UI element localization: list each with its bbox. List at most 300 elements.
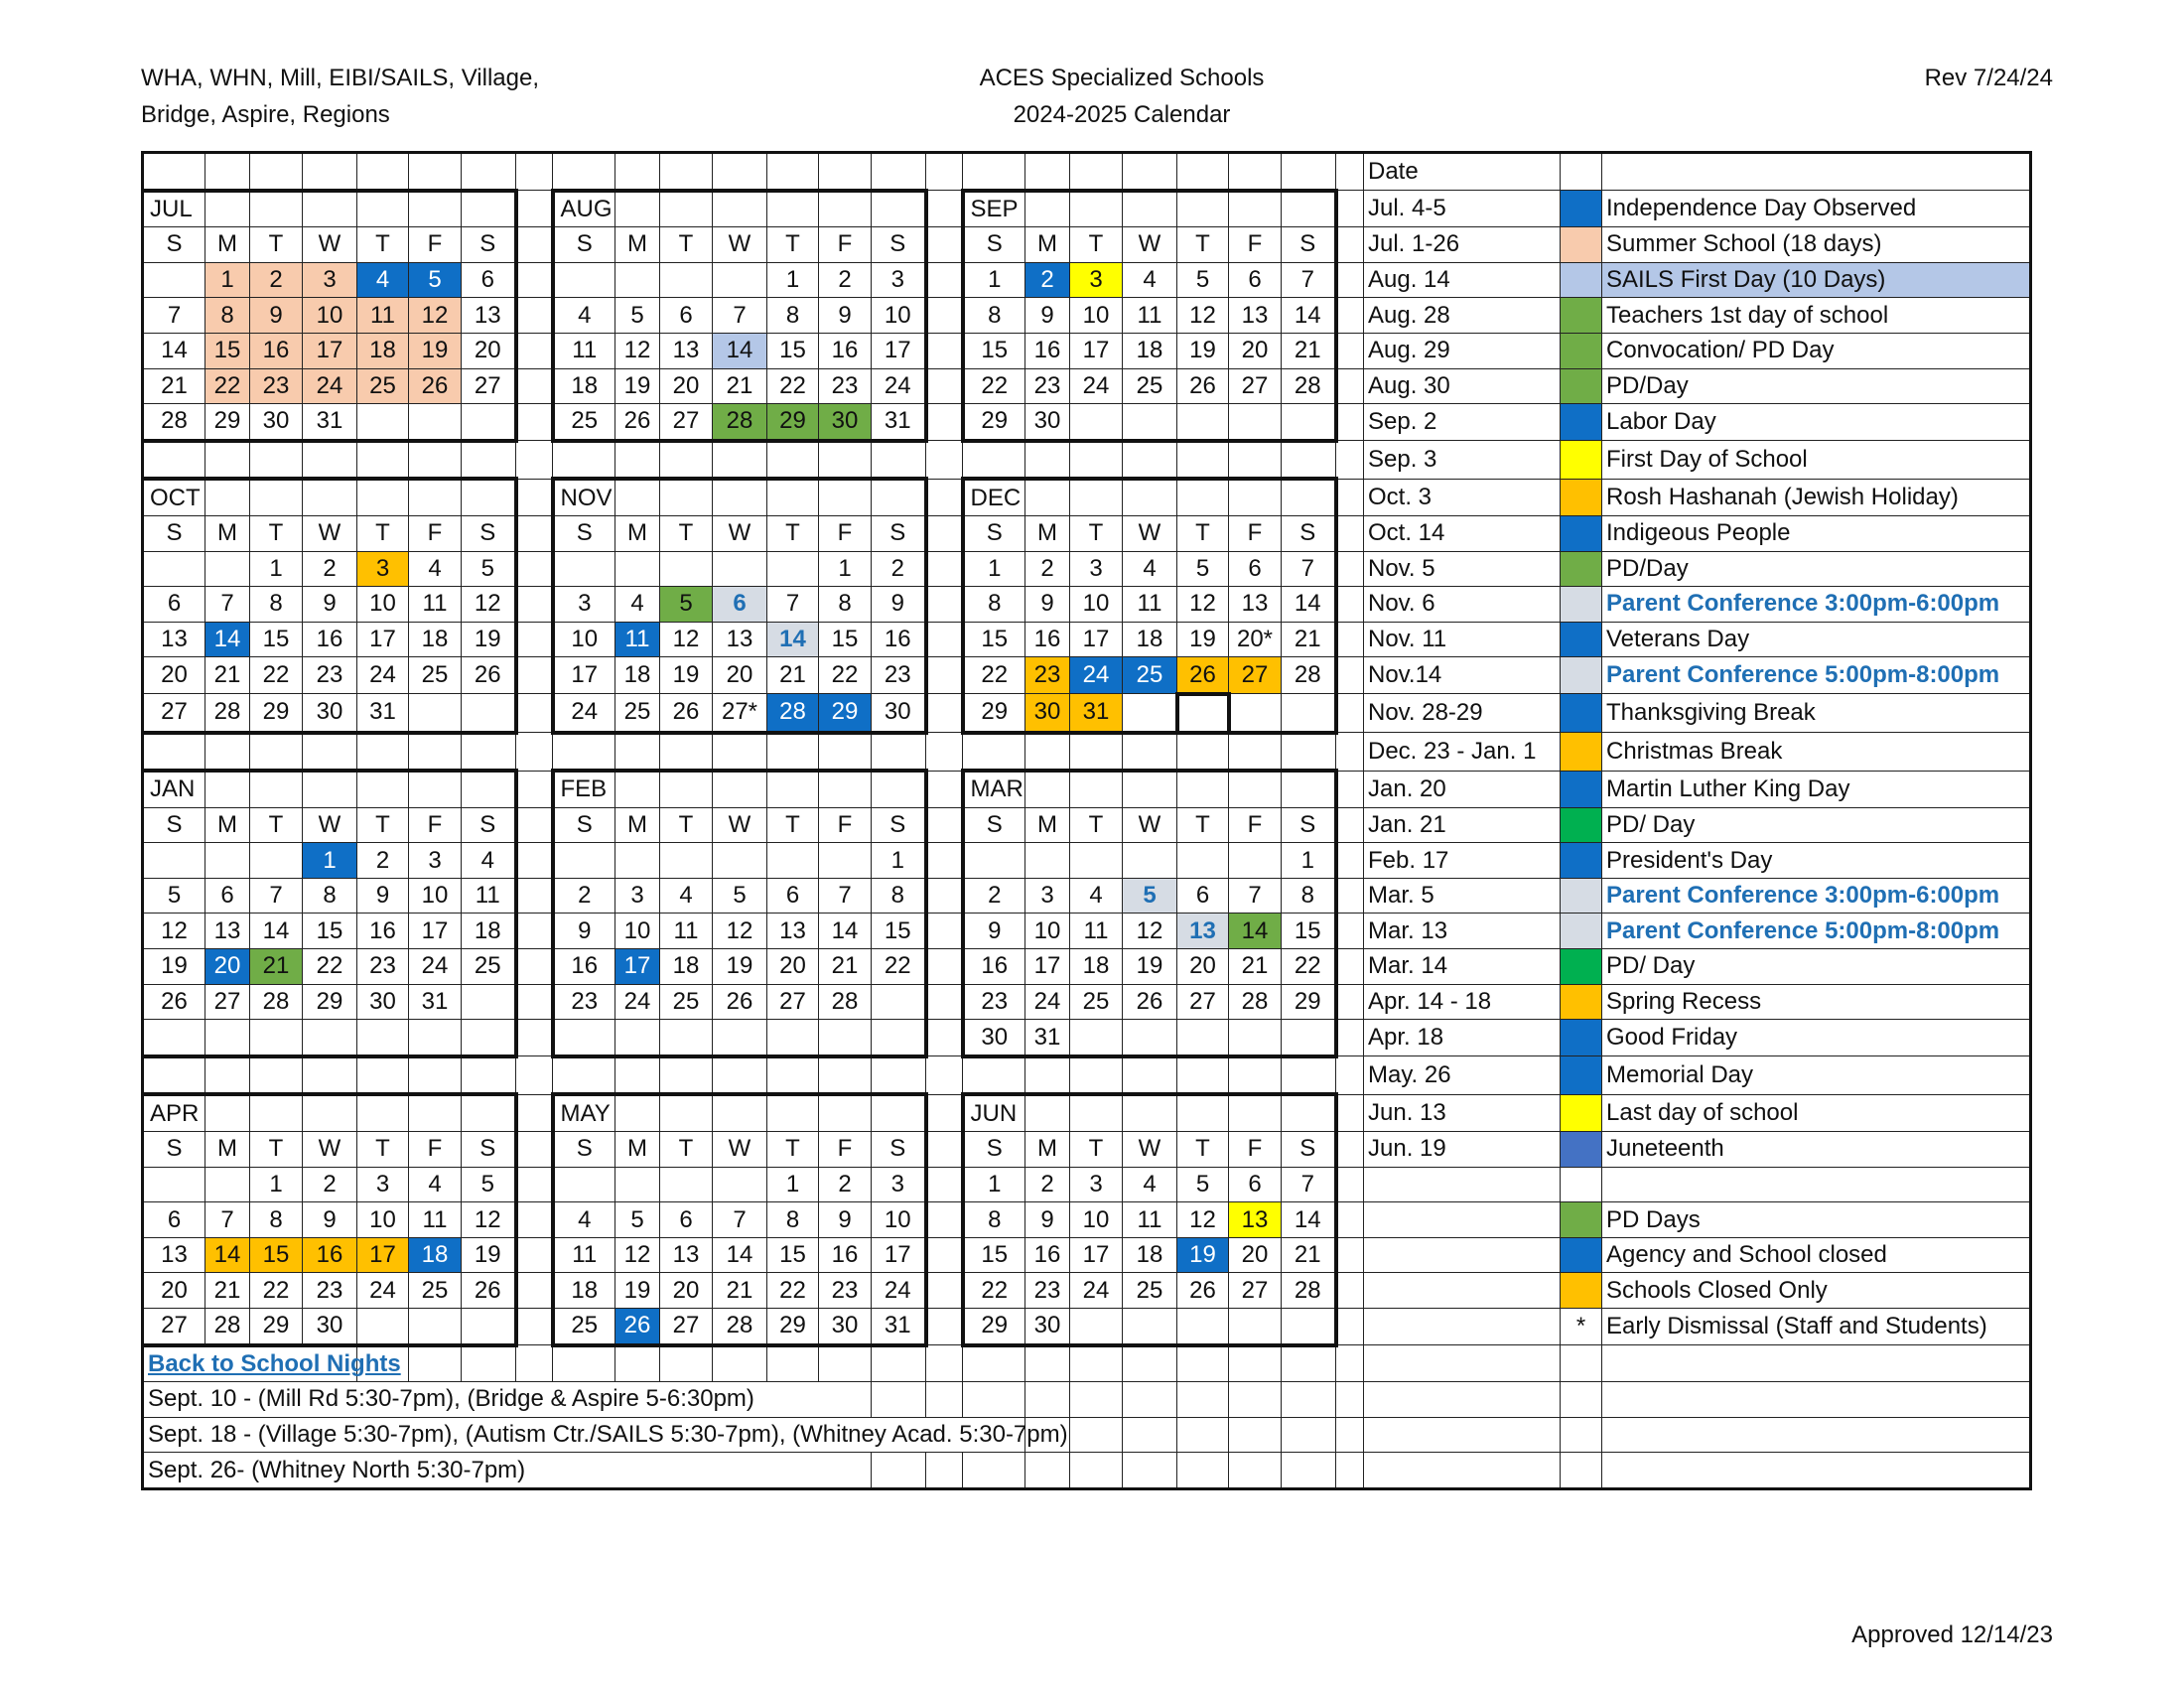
day-cell[interactable]: 28 (205, 1309, 250, 1345)
day-cell[interactable]: 8 (767, 298, 819, 334)
day-cell[interactable]: 3 (1025, 878, 1070, 914)
day-cell[interactable]: 12 (409, 298, 462, 334)
day-cell[interactable]: 23 (1025, 368, 1070, 404)
day-cell[interactable]: 28 (1229, 984, 1282, 1020)
day-cell[interactable]: 4 (409, 1167, 462, 1202)
day-cell[interactable]: 10 (872, 298, 926, 334)
day-cell[interactable]: 17 (872, 1237, 926, 1273)
day-cell[interactable]: 18 (1123, 622, 1177, 657)
day-cell[interactable]: 11 (357, 298, 409, 334)
day-cell[interactable]: 5 (1177, 1167, 1229, 1202)
day-cell[interactable]: 1 (205, 262, 250, 298)
day-cell[interactable]: 31 (303, 404, 357, 441)
day-cell[interactable]: 15 (1282, 914, 1336, 949)
day-cell[interactable]: 3 (357, 1167, 409, 1202)
day-cell[interactable]: 10 (1025, 914, 1070, 949)
day-cell[interactable]: 22 (963, 368, 1025, 404)
day-cell[interactable]: 6 (1229, 1167, 1282, 1202)
day-cell[interactable]: 11 (1123, 587, 1177, 623)
day-cell[interactable]: 19 (143, 949, 205, 985)
day-cell[interactable]: 22 (819, 657, 872, 694)
day-cell[interactable]: 22 (767, 368, 819, 404)
day-cell[interactable]: 28 (819, 984, 872, 1020)
day-cell[interactable]: 7 (205, 587, 250, 623)
day-cell[interactable]: 29 (250, 694, 303, 733)
day-cell[interactable]: 20 (143, 1273, 205, 1309)
day-cell[interactable]: 30 (357, 984, 409, 1020)
day-cell[interactable]: 4 (1123, 262, 1177, 298)
day-cell[interactable]: 21 (1229, 949, 1282, 985)
day-cell[interactable]: 17 (357, 1237, 409, 1273)
day-cell[interactable]: 10 (553, 622, 615, 657)
day-cell[interactable]: 4 (462, 843, 516, 879)
day-cell[interactable]: 3 (357, 551, 409, 587)
day-cell[interactable]: 14 (250, 914, 303, 949)
day-cell[interactable]: 16 (963, 949, 1025, 985)
day-cell[interactable]: 9 (1025, 298, 1070, 334)
day-cell[interactable]: 22 (250, 1273, 303, 1309)
day-cell[interactable]: 4 (1123, 1167, 1177, 1202)
day-cell[interactable]: 18 (409, 622, 462, 657)
day-cell[interactable]: 2 (250, 262, 303, 298)
day-cell[interactable]: 20 (713, 657, 767, 694)
day-cell[interactable]: 8 (303, 878, 357, 914)
day-cell[interactable]: 22 (767, 1273, 819, 1309)
day-cell[interactable]: 27 (143, 1309, 205, 1345)
day-cell[interactable]: 6 (143, 587, 205, 623)
day-cell[interactable]: 30 (1025, 404, 1070, 441)
day-cell[interactable]: 16 (250, 333, 303, 368)
day-cell[interactable]: 5 (660, 587, 713, 623)
day-cell[interactable]: 23 (819, 368, 872, 404)
day-cell[interactable]: 17 (872, 333, 926, 368)
day-cell[interactable]: 17 (409, 914, 462, 949)
day-cell[interactable]: 5 (409, 262, 462, 298)
day-cell[interactable]: 29 (250, 1309, 303, 1345)
day-cell[interactable]: 14 (713, 333, 767, 368)
day-cell[interactable]: 28 (1282, 657, 1336, 694)
day-cell[interactable]: 25 (357, 368, 409, 404)
day-cell[interactable]: 7 (819, 878, 872, 914)
day-cell[interactable]: 6 (1229, 262, 1282, 298)
day-cell[interactable]: 28 (143, 404, 205, 441)
day-cell[interactable]: 11 (462, 878, 516, 914)
day-cell[interactable]: 23 (963, 984, 1025, 1020)
day-cell[interactable]: 21 (713, 368, 767, 404)
day-cell[interactable]: 24 (615, 984, 660, 1020)
day-cell[interactable]: 25 (409, 657, 462, 694)
day-cell[interactable]: 25 (1123, 1273, 1177, 1309)
day-cell[interactable]: 30 (1025, 694, 1070, 733)
day-cell[interactable]: 12 (1177, 587, 1229, 623)
day-cell[interactable]: 8 (963, 587, 1025, 623)
day-cell[interactable]: 3 (615, 878, 660, 914)
day-cell[interactable]: 5 (615, 1202, 660, 1238)
day-cell[interactable]: 6 (1229, 551, 1282, 587)
day-cell[interactable]: 3 (409, 843, 462, 879)
day-cell[interactable]: 27 (143, 694, 205, 733)
day-cell[interactable]: 23 (250, 368, 303, 404)
day-cell[interactable]: 13 (660, 333, 713, 368)
day-cell[interactable]: 21 (205, 1273, 250, 1309)
day-cell[interactable]: 23 (1025, 657, 1070, 694)
day-cell[interactable]: 24 (872, 1273, 926, 1309)
day-cell[interactable]: 28 (767, 694, 819, 733)
day-cell[interactable]: 16 (1025, 1237, 1070, 1273)
day-cell[interactable]: 28 (713, 404, 767, 441)
day-cell[interactable]: 19 (409, 333, 462, 368)
day-cell[interactable]: 12 (1177, 1202, 1229, 1238)
day-cell[interactable]: 31 (872, 1309, 926, 1345)
day-cell[interactable]: 24 (553, 694, 615, 733)
day-cell[interactable]: 19 (462, 622, 516, 657)
day-cell[interactable]: 11 (1123, 1202, 1177, 1238)
day-cell[interactable]: 2 (1025, 1167, 1070, 1202)
day-cell[interactable]: 31 (357, 694, 409, 733)
day-cell[interactable]: 2 (963, 878, 1025, 914)
day-cell[interactable]: 2 (819, 262, 872, 298)
day-cell[interactable]: 27 (1229, 368, 1282, 404)
day-cell[interactable]: 29 (303, 984, 357, 1020)
day-cell[interactable]: 26 (462, 1273, 516, 1309)
day-cell[interactable]: 20 (1229, 1237, 1282, 1273)
day-cell[interactable]: 4 (553, 1202, 615, 1238)
day-cell[interactable]: 15 (767, 333, 819, 368)
day-cell[interactable]: 27* (713, 694, 767, 733)
day-cell[interactable]: 1 (872, 843, 926, 879)
day-cell[interactable]: 12 (462, 587, 516, 623)
day-cell[interactable]: 14 (143, 333, 205, 368)
day-cell[interactable]: 1 (767, 1167, 819, 1202)
day-cell[interactable]: 8 (1282, 878, 1336, 914)
day-cell[interactable]: 26 (462, 657, 516, 694)
day-cell[interactable]: 10 (1070, 587, 1123, 623)
day-cell[interactable]: 12 (713, 914, 767, 949)
day-cell[interactable]: 9 (819, 298, 872, 334)
day-cell[interactable]: 20 (205, 949, 250, 985)
day-cell[interactable]: 22 (205, 368, 250, 404)
day-cell[interactable]: 8 (205, 298, 250, 334)
day-cell[interactable]: 7 (250, 878, 303, 914)
day-cell[interactable]: 9 (303, 1202, 357, 1238)
day-cell[interactable]: 9 (250, 298, 303, 334)
day-cell[interactable]: 25 (1070, 984, 1123, 1020)
day-cell[interactable]: 28 (713, 1309, 767, 1345)
day-cell[interactable]: 7 (713, 298, 767, 334)
day-cell[interactable]: 27 (660, 1309, 713, 1345)
day-cell[interactable]: 1 (767, 262, 819, 298)
day-cell[interactable]: 29 (767, 1309, 819, 1345)
day-cell[interactable]: 30 (250, 404, 303, 441)
day-cell[interactable]: 26 (713, 984, 767, 1020)
day-cell[interactable]: 23 (357, 949, 409, 985)
day-cell[interactable]: 25 (553, 1309, 615, 1345)
day-cell[interactable]: 8 (767, 1202, 819, 1238)
day-cell[interactable]: 24 (1070, 368, 1123, 404)
day-cell[interactable]: 31 (1070, 694, 1123, 733)
day-cell[interactable]: 19 (615, 368, 660, 404)
day-cell[interactable]: 28 (1282, 1273, 1336, 1309)
day-cell[interactable]: 3 (1070, 551, 1123, 587)
day-cell[interactable]: 5 (462, 551, 516, 587)
day-cell[interactable]: 14 (1229, 914, 1282, 949)
day-cell[interactable]: 10 (357, 587, 409, 623)
day-cell[interactable]: 9 (1025, 1202, 1070, 1238)
day-cell[interactable]: 8 (819, 587, 872, 623)
day-cell[interactable]: 27 (205, 984, 250, 1020)
day-cell[interactable]: 26 (1177, 657, 1229, 694)
day-cell[interactable]: 3 (303, 262, 357, 298)
day-cell[interactable]: 20* (1229, 622, 1282, 657)
day-cell[interactable]: 30 (303, 1309, 357, 1345)
day-cell[interactable]: 7 (713, 1202, 767, 1238)
day-cell[interactable]: 27 (767, 984, 819, 1020)
day-cell[interactable]: 23 (1025, 1273, 1070, 1309)
day-cell[interactable]: 15 (250, 1237, 303, 1273)
day-cell[interactable]: 13 (1229, 298, 1282, 334)
day-cell[interactable]: 12 (615, 1237, 660, 1273)
day-cell[interactable]: 4 (409, 551, 462, 587)
day-cell[interactable]: 1 (963, 1167, 1025, 1202)
day-cell[interactable]: 3 (872, 1167, 926, 1202)
day-cell[interactable]: 21 (250, 949, 303, 985)
day-cell[interactable]: 13 (660, 1237, 713, 1273)
day-cell[interactable]: 20 (143, 657, 205, 694)
day-cell[interactable]: 16 (357, 914, 409, 949)
day-cell[interactable]: 26 (660, 694, 713, 733)
day-cell[interactable]: 29 (819, 694, 872, 733)
day-cell[interactable]: 26 (615, 404, 660, 441)
day-cell[interactable]: 6 (767, 878, 819, 914)
day-cell[interactable]: 24 (1070, 1273, 1123, 1309)
day-cell[interactable]: 15 (303, 914, 357, 949)
day-cell[interactable]: 4 (1123, 551, 1177, 587)
day-cell[interactable]: 9 (1025, 587, 1070, 623)
day-cell[interactable]: 7 (1229, 878, 1282, 914)
day-cell[interactable]: 18 (615, 657, 660, 694)
day-cell[interactable]: 15 (963, 1237, 1025, 1273)
day-cell[interactable]: 15 (250, 622, 303, 657)
day-cell[interactable]: 18 (660, 949, 713, 985)
day-cell[interactable]: 21 (713, 1273, 767, 1309)
day-cell[interactable]: 29 (1282, 984, 1336, 1020)
day-cell[interactable]: 22 (963, 657, 1025, 694)
day-cell[interactable]: 2 (872, 551, 926, 587)
day-cell[interactable]: 27 (462, 368, 516, 404)
day-cell[interactable]: 18 (553, 1273, 615, 1309)
day-cell[interactable]: 1 (250, 551, 303, 587)
day-cell[interactable]: 2 (303, 1167, 357, 1202)
day-cell[interactable]: 29 (963, 694, 1025, 733)
day-cell[interactable]: 19 (1177, 622, 1229, 657)
day-cell[interactable]: 26 (1123, 984, 1177, 1020)
day-cell[interactable]: 8 (963, 298, 1025, 334)
day-cell[interactable]: 16 (1025, 333, 1070, 368)
day-cell[interactable]: 20 (660, 1273, 713, 1309)
day-cell[interactable]: 14 (767, 622, 819, 657)
day-cell[interactable]: 21 (143, 368, 205, 404)
day-cell[interactable]: 13 (143, 622, 205, 657)
day-cell[interactable]: 5 (143, 878, 205, 914)
day-cell[interactable]: 30 (872, 694, 926, 733)
day-cell[interactable]: 22 (963, 1273, 1025, 1309)
day-cell[interactable]: 11 (409, 1202, 462, 1238)
day-cell[interactable]: 28 (250, 984, 303, 1020)
day-cell[interactable]: 16 (303, 1237, 357, 1273)
day-cell[interactable]: 21 (205, 657, 250, 694)
day-cell[interactable]: 12 (1123, 914, 1177, 949)
day-cell[interactable]: 11 (409, 587, 462, 623)
day-cell[interactable]: 19 (1123, 949, 1177, 985)
day-cell[interactable]: 1 (963, 551, 1025, 587)
day-cell[interactable]: 18 (1123, 1237, 1177, 1273)
day-cell[interactable]: 13 (1229, 1202, 1282, 1238)
day-cell[interactable]: 17 (1070, 1237, 1123, 1273)
day-cell[interactable]: 7 (767, 587, 819, 623)
day-cell[interactable]: 2 (357, 843, 409, 879)
day-cell[interactable]: 29 (963, 404, 1025, 441)
day-cell[interactable]: 3 (1070, 262, 1123, 298)
day-cell[interactable]: 6 (462, 262, 516, 298)
day-cell[interactable]: 23 (819, 1273, 872, 1309)
day-cell[interactable]: 9 (303, 587, 357, 623)
day-cell[interactable]: 19 (1177, 1237, 1229, 1273)
day-cell[interactable]: 16 (1025, 622, 1070, 657)
day-cell[interactable]: 5 (1177, 262, 1229, 298)
day-cell[interactable]: 4 (660, 878, 713, 914)
day-cell[interactable]: 13 (767, 914, 819, 949)
day-cell[interactable]: 15 (205, 333, 250, 368)
day-cell[interactable]: 20 (767, 949, 819, 985)
day-cell[interactable]: 2 (1025, 551, 1070, 587)
day-cell[interactable]: 12 (615, 333, 660, 368)
day-cell[interactable]: 18 (409, 1237, 462, 1273)
day-cell[interactable]: 18 (1070, 949, 1123, 985)
day-cell[interactable]: 13 (462, 298, 516, 334)
day-cell[interactable]: 28 (205, 694, 250, 733)
day-cell[interactable]: 20 (1229, 333, 1282, 368)
day-cell[interactable]: 30 (1025, 1309, 1070, 1345)
day-cell[interactable]: 15 (819, 622, 872, 657)
day-cell[interactable]: 14 (819, 914, 872, 949)
day-cell[interactable]: 23 (303, 1273, 357, 1309)
day-cell[interactable]: 16 (819, 333, 872, 368)
day-cell[interactable]: 10 (1070, 298, 1123, 334)
day-cell[interactable]: 24 (1070, 657, 1123, 694)
day-cell[interactable]: 14 (1282, 587, 1336, 623)
back-to-school-link[interactable]: Back to School Nights (148, 1349, 401, 1377)
day-cell[interactable]: 25 (553, 404, 615, 441)
day-cell[interactable]: 18 (553, 368, 615, 404)
day-cell[interactable]: 31 (409, 984, 462, 1020)
day-cell[interactable]: 18 (357, 333, 409, 368)
day-cell[interactable]: 14 (713, 1237, 767, 1273)
day-cell[interactable]: 21 (767, 657, 819, 694)
day-cell[interactable]: 19 (462, 1237, 516, 1273)
day-cell[interactable]: 20 (660, 368, 713, 404)
day-cell[interactable]: 31 (1025, 1020, 1070, 1056)
day-cell[interactable]: 9 (553, 914, 615, 949)
day-cell[interactable]: 22 (303, 949, 357, 985)
day-cell[interactable]: 18 (462, 914, 516, 949)
day-cell[interactable]: 12 (1177, 298, 1229, 334)
day-cell[interactable]: 25 (1123, 368, 1177, 404)
day-cell[interactable]: 8 (250, 587, 303, 623)
day-cell[interactable]: 10 (357, 1202, 409, 1238)
day-cell[interactable]: 9 (357, 878, 409, 914)
day-cell[interactable]: 16 (819, 1237, 872, 1273)
day-cell[interactable]: 5 (615, 298, 660, 334)
day-cell[interactable]: 21 (1282, 333, 1336, 368)
day-cell[interactable]: 27 (1229, 657, 1282, 694)
day-cell[interactable]: 24 (357, 657, 409, 694)
day-cell[interactable]: 7 (1282, 1167, 1336, 1202)
day-cell[interactable]: 5 (1123, 878, 1177, 914)
day-cell[interactable]: 25 (462, 949, 516, 985)
day-cell[interactable]: 24 (1025, 984, 1070, 1020)
day-cell[interactable]: 28 (1282, 368, 1336, 404)
day-cell[interactable]: 15 (963, 622, 1025, 657)
day-cell[interactable]: 17 (1070, 622, 1123, 657)
day-cell[interactable]: 12 (660, 622, 713, 657)
day-cell[interactable]: 18 (1123, 333, 1177, 368)
day-cell[interactable]: 26 (1177, 1273, 1229, 1309)
day-cell[interactable]: 12 (143, 914, 205, 949)
day-cell[interactable]: 13 (1229, 587, 1282, 623)
day-cell[interactable]: 21 (819, 949, 872, 985)
day-cell[interactable]: 17 (553, 657, 615, 694)
day-cell[interactable]: 11 (615, 622, 660, 657)
day-cell[interactable]: 23 (872, 657, 926, 694)
day-cell[interactable]: 21 (1282, 1237, 1336, 1273)
day-cell[interactable]: 1 (303, 843, 357, 879)
day-cell[interactable]: 24 (303, 368, 357, 404)
day-cell[interactable]: 13 (205, 914, 250, 949)
day-cell[interactable]: 29 (205, 404, 250, 441)
day-cell[interactable]: 4 (615, 587, 660, 623)
day-cell[interactable]: 19 (1177, 333, 1229, 368)
day-cell[interactable]: 27 (1177, 984, 1229, 1020)
day-cell[interactable]: 9 (963, 914, 1025, 949)
day-cell[interactable]: 29 (963, 1309, 1025, 1345)
day-cell[interactable]: 13 (713, 622, 767, 657)
day-cell[interactable]: 1 (250, 1167, 303, 1202)
day-cell[interactable]: 30 (303, 694, 357, 733)
day-cell[interactable]: 10 (872, 1202, 926, 1238)
day-cell[interactable]: 15 (963, 333, 1025, 368)
day-cell[interactable]: 14 (1282, 298, 1336, 334)
day-cell[interactable]: 16 (872, 622, 926, 657)
day-cell[interactable]: 10 (409, 878, 462, 914)
day-cell[interactable]: 26 (615, 1309, 660, 1345)
day-cell[interactable]: 22 (250, 657, 303, 694)
day-cell[interactable]: 6 (660, 1202, 713, 1238)
day-cell[interactable]: 14 (205, 1237, 250, 1273)
day-cell[interactable]: 17 (1025, 949, 1070, 985)
day-cell[interactable]: 25 (615, 694, 660, 733)
day-cell[interactable]: 26 (1177, 368, 1229, 404)
day-cell[interactable]: 8 (963, 1202, 1025, 1238)
day-cell[interactable]: 17 (1070, 333, 1123, 368)
day-cell[interactable]: 17 (357, 622, 409, 657)
day-cell[interactable]: 24 (872, 368, 926, 404)
day-cell[interactable]: 2 (303, 551, 357, 587)
day-cell[interactable]: 23 (303, 657, 357, 694)
day-cell[interactable]: 11 (553, 333, 615, 368)
day-cell[interactable]: 11 (660, 914, 713, 949)
day-cell[interactable]: 22 (1282, 949, 1336, 985)
day-cell[interactable]: 7 (1282, 262, 1336, 298)
